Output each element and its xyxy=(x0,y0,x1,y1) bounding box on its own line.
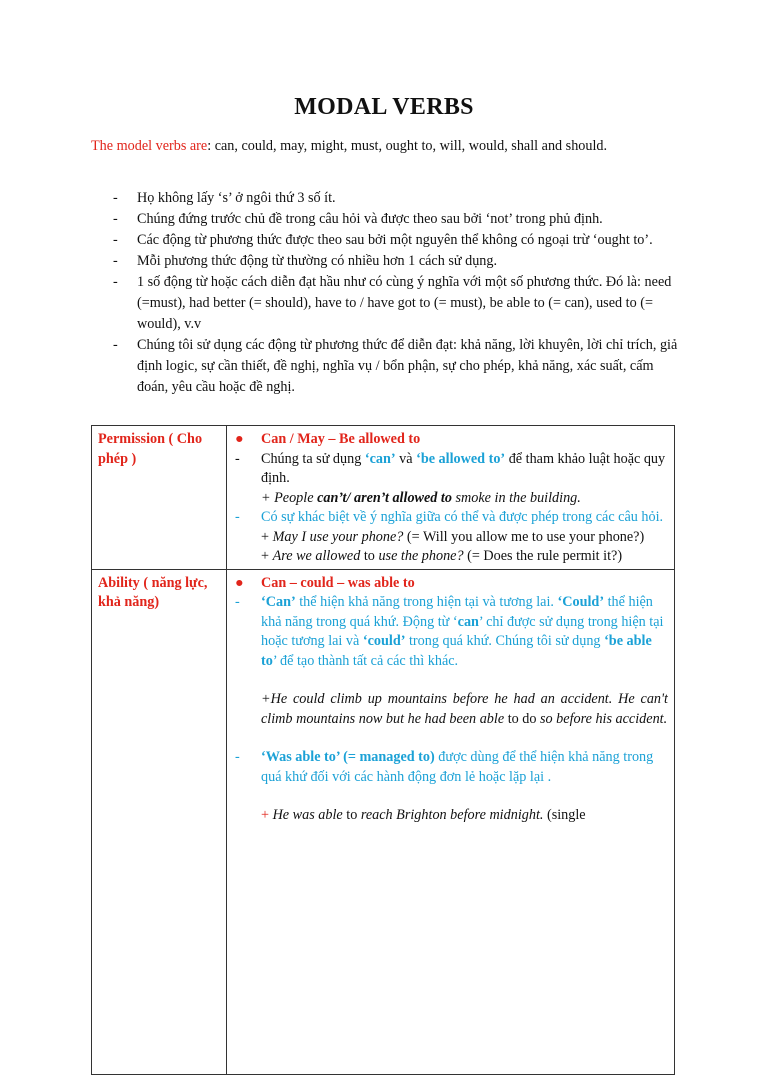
text: +He could climb up mountains before he had an accident. He can't climb mountains now but he had been able xyxy=(261,691,668,727)
list-item xyxy=(91,188,681,209)
page-title: MODAL VERBS xyxy=(294,94,474,120)
text: (= Will you allow me to use your phone?) xyxy=(403,528,645,545)
list-item-text: Chúng tôi sử dụng các động từ phương thức để diễn đạt: khả năng, lời khuyên, lời chỉ trích, giả định logic, sự cần thiết, đề nghị, nghĩa vụ / bổn phận, sự cho phép, khả năng, xác suất, cấm đoán, yêu cầu hoặc đề nghị. xyxy=(137,337,678,395)
list-item-text: 1 số động từ hoặc cách diễn đạt hầu như có cùng ý nghĩa với một số phương thức. Đó là: need (=must), had better (= should), have to / have got to (= must), be able to (= can), used to (= would), v.v xyxy=(137,274,672,332)
intro-lead: The model verbs are xyxy=(91,138,208,154)
term-can: ‘can’ xyxy=(364,450,396,467)
ability-content xyxy=(227,569,675,1074)
list-item xyxy=(91,230,681,251)
text: thể hiện khả năng trong quá khứ. Động từ ‘ xyxy=(261,594,653,630)
spacer xyxy=(233,787,668,806)
text: ’ để tạo thành tất cả các thì khác. xyxy=(272,652,459,669)
list-item-text: Họ không lấy ‘s’ ở ngôi thứ 3 số ít. xyxy=(137,190,336,206)
text: ‘Can’ xyxy=(261,594,296,610)
intro-paragraph xyxy=(91,136,661,156)
list-item xyxy=(91,209,681,230)
list-item-text: Chúng đứng trước chủ đề trong câu hỏi và được theo sau bởi ‘not’ trong phủ định. xyxy=(137,211,603,227)
text: use the phone? xyxy=(378,548,464,564)
ability-point-1 xyxy=(233,593,668,671)
text: và xyxy=(395,450,417,467)
text: ‘be able to xyxy=(261,633,652,669)
text: ’ chỉ được sử dụng trong hiện tại hoặc tương lai và xyxy=(261,613,664,649)
bullet-dash: - xyxy=(113,274,118,290)
bullet-dash: - xyxy=(235,594,240,610)
text: + People xyxy=(261,489,318,506)
ability-heading-text: Can – could – was able to xyxy=(261,574,415,591)
bullet-dash: - xyxy=(113,232,118,248)
permission-heading-text: Can / May – Be allowed to xyxy=(261,431,421,447)
permission-example-2 xyxy=(233,528,668,548)
text: can xyxy=(457,613,479,630)
text: smoke in the building. xyxy=(451,489,581,506)
text: ‘Could’ xyxy=(557,594,605,610)
bullet-dash: - xyxy=(235,450,240,467)
bullet-dot: ● xyxy=(235,574,244,591)
table-row-ability xyxy=(92,569,675,1074)
list-item-text: Mỗi phương thức động từ thường có nhiều hơn 1 cách sử dụng. xyxy=(137,253,498,269)
permission-point-1 xyxy=(233,450,668,489)
text: + xyxy=(261,528,273,545)
bullet-dash: - xyxy=(113,190,118,206)
list-item-text: Các động từ phương thức được theo sau bởi một nguyên thể không có ngoại trừ ‘ought to’. xyxy=(137,232,653,248)
bullet-dot: ● xyxy=(235,431,244,447)
text: to xyxy=(342,807,361,823)
text: Are we allowed xyxy=(272,548,361,564)
list-item xyxy=(91,335,681,398)
permission-heading xyxy=(233,430,668,450)
text: so before his accident. xyxy=(540,710,668,727)
permission-content xyxy=(227,426,675,570)
bullet-dash: - xyxy=(113,253,118,269)
text: to do xyxy=(504,710,541,727)
list-item xyxy=(91,272,681,335)
ability-example-1 xyxy=(233,690,668,729)
permission-label: Permission ( Cho phép ) xyxy=(92,426,227,570)
text: trong quá khứ. Chúng tôi sử dụng xyxy=(405,633,605,649)
text: May I use your phone? xyxy=(272,528,404,545)
rules-list xyxy=(91,188,681,398)
permission-example-1 xyxy=(233,489,668,509)
text: Có sự khác biệt về ý nghĩa giữa có thể và được phép trong các câu hỏi. xyxy=(261,509,664,525)
modal-verbs-table xyxy=(91,425,675,1075)
list-item xyxy=(91,251,681,272)
permission-point-2 xyxy=(233,508,668,528)
text: ‘Was able to’ (= managed to) xyxy=(261,749,435,765)
text: ‘could’ xyxy=(362,633,406,649)
text: can’t/ aren’t allowed to xyxy=(317,489,452,506)
text: to xyxy=(360,548,379,564)
text: + xyxy=(261,548,273,564)
text: He was able xyxy=(272,807,343,823)
bullet-dash: - xyxy=(235,509,240,525)
ability-example-2 xyxy=(233,806,668,826)
ability-point-2 xyxy=(233,748,668,787)
text: để tham khảo luật hoặc quy định. xyxy=(261,450,666,486)
intro-text: : can, could, may, might, must, ought to, will, would, shall and should. xyxy=(207,138,608,154)
text: reach Brighton before midnight. xyxy=(360,807,544,823)
text: được dùng để thể hiện khả năng trong quá khứ đối với các hành động đơn lẻ hoặc lặp lại . xyxy=(261,749,654,785)
bullet-dash: - xyxy=(113,337,118,353)
text: (single xyxy=(543,807,586,823)
bullet-dash: - xyxy=(113,211,118,227)
ability-content-clip xyxy=(233,574,668,1072)
text: + xyxy=(261,807,273,823)
spacer xyxy=(233,671,668,690)
ability-label: Ability ( năng lực, khả năng) xyxy=(92,569,227,1074)
text: Chúng ta sử dụng xyxy=(261,450,365,467)
spacer xyxy=(233,729,668,748)
table-row-permission xyxy=(92,426,675,570)
ability-heading xyxy=(233,574,668,594)
text: (= Does the rule permit it?) xyxy=(463,548,623,564)
text: thể hiện khả năng trong hiện tại và tương lai. xyxy=(295,594,558,610)
term-be-allowed-to: ‘be allowed to’ xyxy=(416,450,506,467)
permission-example-3 xyxy=(233,547,668,567)
bullet-dash: - xyxy=(235,749,240,765)
